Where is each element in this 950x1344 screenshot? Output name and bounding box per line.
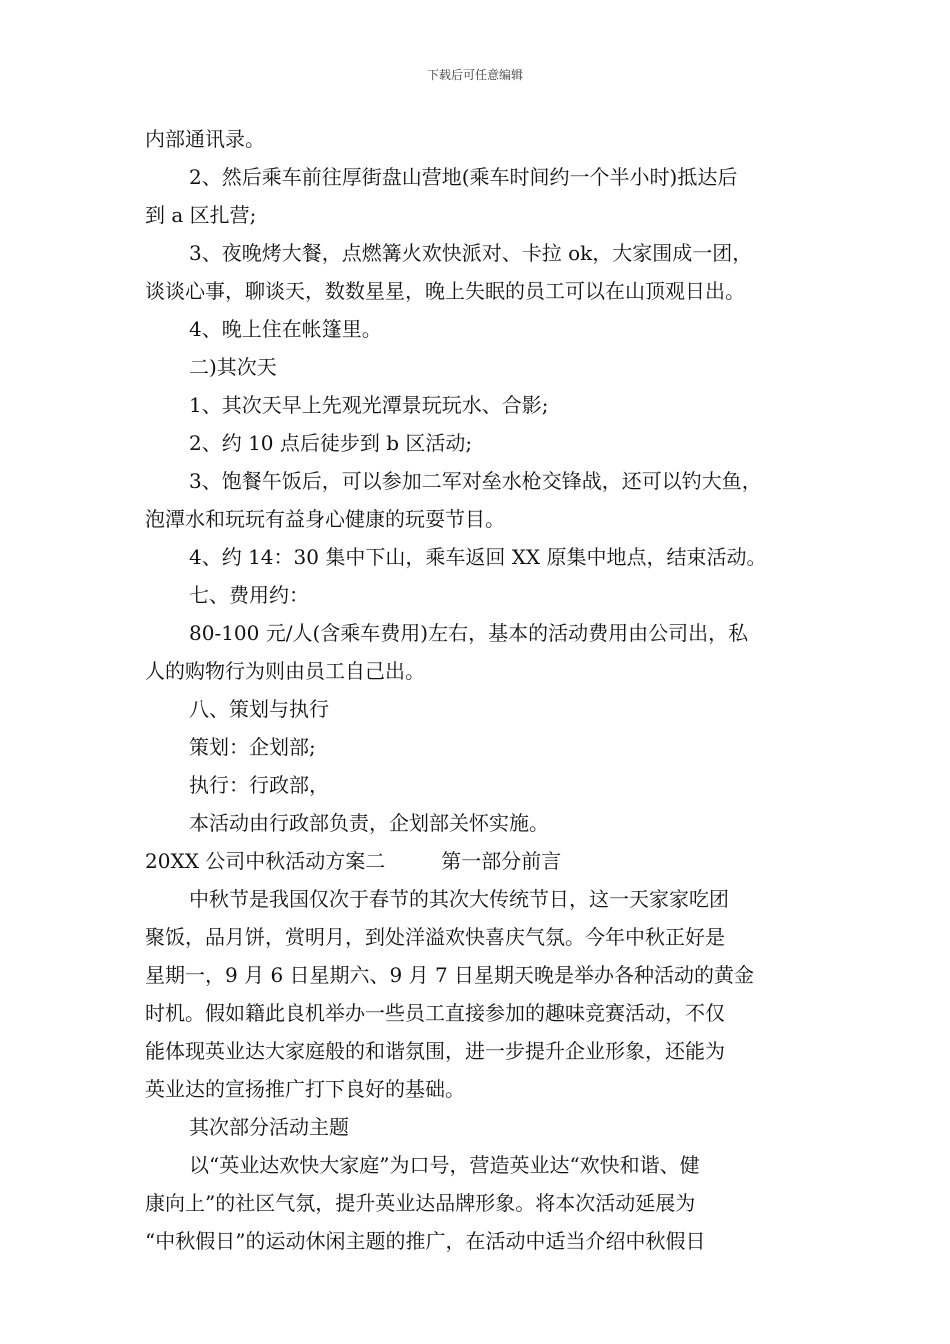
- paragraph-line: 能体现英业达大家庭般的和谐氛围，进一步提升企业形象，还能为: [145, 1039, 725, 1063]
- paragraph-line: 时机。假如籍此良机举办一些员工直接参加的趣味竞赛活动，不仅: [145, 1001, 725, 1025]
- paragraph-line: 3、饱餐午饭后，可以参加二军对垒水枪交锋战，还可以钓大鱼，: [189, 469, 762, 493]
- section-subtitle: 第一部分前言: [441, 849, 562, 873]
- page-header: 下载后可任意编辑: [426, 68, 523, 82]
- paragraph-line: 4、晚上住在帐篷里。: [189, 317, 382, 341]
- paragraph-line: 3、夜晚烤大餐，点燃篝火欢快派对、卡拉 ok，大家围成一团，: [189, 241, 753, 265]
- section-heading: 七、费用约：: [189, 583, 309, 607]
- paragraph-line: 以“英业达欢快大家庭”为口号，营造英业达“欢快和谐、健: [189, 1153, 700, 1177]
- document-title: 20XX 公司中秋活动方案二: [145, 849, 386, 873]
- paragraph-line: 本活动由行政部负责，企划部关怀实施。: [189, 811, 549, 835]
- document-body: [145, 120, 813, 1260]
- section-heading: 二)其次天: [189, 355, 277, 379]
- paragraph-line: 人的购物行为则由员工自己出。: [145, 659, 425, 683]
- paragraph-line: 聚饭，品月饼，赏明月，到处洋溢欢快喜庆气氛。今年中秋正好是: [145, 925, 725, 949]
- paragraph-line: 80-100 元/人(含乘车费用)左右，基本的活动费用由公司出，私: [189, 621, 749, 645]
- paragraph-line: 2、然后乘车前往厚街盘山营地(乘车时间约一个半小时)抵达后: [189, 165, 738, 189]
- paragraph-line: 2、约 10 点后徒步到 b 区活动;: [189, 431, 473, 455]
- paragraph-line: 康向上”的社区气氛，提升英业达品牌形象。将本次活动延展为: [145, 1191, 696, 1215]
- section-heading: 八、策划与执行: [189, 697, 329, 721]
- paragraph-line: 4、约 14：30 集中下山，乘车返回 XX 原集中地点，结束活动。: [189, 545, 767, 569]
- paragraph-line: 星期一，9 月 6 日星期六、9 月 7 日星期天晚是举办各种活动的黄金: [145, 963, 755, 987]
- paragraph-line: 谈谈心事，聊谈天，数数星星，晚上失眠的员工可以在山顶观日出。: [145, 279, 745, 303]
- paragraph-line: 英业达的宣扬推广打下良好的基础。: [145, 1077, 465, 1101]
- section-heading: 其次部分活动主题: [189, 1115, 349, 1139]
- paragraph-line: 泡潭水和玩玩有益身心健康的玩耍节目。: [145, 507, 505, 531]
- paragraph-line: 1、其次天早上先观光潭景玩玩水、合影;: [189, 393, 549, 417]
- paragraph-line: 到 a 区扎营;: [145, 203, 257, 227]
- paragraph-line: 执行：行政部，: [189, 773, 329, 797]
- document-title-line: [145, 842, 813, 880]
- paragraph-line: 内部通讯录。: [145, 127, 265, 151]
- paragraph-line: “中秋假日”的运动休闲主题的推广，在活动中适当介绍中秋假日: [145, 1229, 706, 1253]
- paragraph-line: 策划：企划部;: [189, 735, 316, 759]
- paragraph-line: 中秋节是我国仅次于春节的其次大传统节日，这一天家家吃团: [189, 887, 729, 911]
